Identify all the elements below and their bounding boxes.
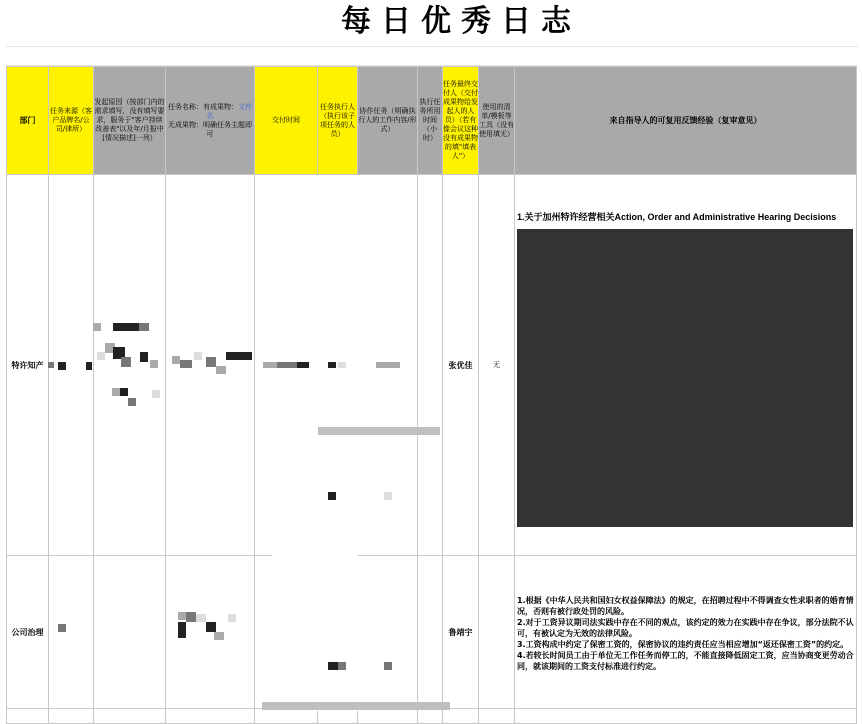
cell-hours [418,175,443,556]
redaction-bar [318,427,440,435]
cell-empty [49,709,94,724]
mosaic-pixel [186,612,196,622]
mosaic-pixel [338,662,346,670]
page-title: 每日优秀日志 [341,4,581,39]
mosaic-pixel [120,388,128,396]
mosaic-pixel [226,352,252,360]
cell-experience [515,175,857,556]
mosaic-pixel [376,362,400,368]
header-collab: 协作任务（明确执行人的工作内容/形式） [358,67,418,175]
mosaic-pixel [48,362,54,368]
cell-final-deliverer: 张优佳 [443,175,479,556]
cell-empty [479,709,515,724]
mosaic-pixel [384,662,392,670]
header-tools: 使用的清单/模板等工具（没有使用填无） [479,67,515,175]
mosaic-pixel [139,323,149,331]
mosaic-pixel [328,362,336,368]
cell-empty [94,709,166,724]
redaction-white [272,175,358,711]
mosaic-pixel [97,352,105,360]
header-dept: 部门 [7,67,49,175]
header-executor: 任务执行人（执行该子项任务的人员） [318,67,358,175]
mosaic-pixel [196,614,206,622]
mosaic-pixel [297,362,309,368]
mosaic-pixel [152,390,160,398]
cell-experience: 1.根据《中华人民共和国妇女权益保障法》的规定，在招聘过程中不得调查女性求职者的婚育情况，否则有被行政处罚的风险。 2.对于工资异议期司法实践中存在不同的观点，该约定的效力在实践中存在争议，部分法院不认可，有被认定为无效的法律风险。 3.工资构成中约定了保密工资的，保密协议的违约责任应当相应增加“返还保密工资”的约定。 4.若较长时间员工由于单位无工作任务而停工的，不能直接降低固定工资，应当协商变更劳动合同，就该期间的工资支付标准进行约定。 [515,556,857,709]
mosaic-pixel [214,632,224,640]
mosaic-pixel [128,398,136,406]
cell-origin [94,556,166,709]
mosaic-pixel [384,492,392,500]
mosaic-pixel [328,662,338,670]
mosaic-pixel [172,356,180,364]
redaction-bar [262,702,450,710]
mosaic-pixel [206,622,216,632]
experience-text: 1.关于加州特许经营相关Action, Order and Administrative Hearing Decisions [517,212,837,222]
cell-empty [443,709,479,724]
header-source: 任务来源（客户品牌名/公司/律所） [49,67,94,175]
header-task-name-prefix: 任务名称：有成果物： [168,102,238,111]
cell-collab [358,556,418,709]
mosaic-pixel [140,352,148,362]
cell-empty [358,709,418,724]
cell-empty [7,709,49,724]
cell-empty [515,709,857,724]
table-row [7,709,857,724]
mosaic-pixel [180,360,192,368]
header-delivery-time: 交付时间 [255,67,318,175]
mosaic-pixel [328,492,336,500]
mosaic-pixel [113,323,139,331]
table-row [7,556,857,709]
cell-final-deliverer: 鲁靖宇 [443,556,479,709]
header-hours: 执行任务所用时间（小时） [418,67,443,175]
cell-empty [166,709,255,724]
cell-empty [418,709,443,724]
header-task-name-suffix: 无成果物：明确任务主题即可 [168,120,252,138]
mosaic-pixel [150,360,158,368]
mosaic-pixel [228,614,236,622]
mosaic-pixel [263,362,277,368]
mosaic-pixel [194,352,202,360]
mosaic-pixel [178,612,186,620]
header-row [7,67,857,175]
redacted-block [517,229,853,527]
mosaic-pixel [178,622,186,638]
mosaic-pixel [58,362,66,370]
mosaic-pixel [93,323,101,331]
mosaic-pixel [338,362,346,368]
cell-hours [418,556,443,709]
daily-log-table [6,66,857,724]
mosaic-pixel [206,357,216,367]
header-task-name [166,67,255,175]
mosaic-pixel [58,624,66,632]
header-task-name-link[interactable]: 文件名 [206,102,252,120]
cell-dept: 公司治理 [7,556,49,709]
mosaic-pixel [216,366,226,374]
header-experience: 来自指导人的可复用反馈经验（复审意见） [515,67,857,175]
header-final-deliverer: 任务最终交付人（交付成果物给发起人的人员）（若有像会议这种没有成果物的填"填表人"） [443,67,479,175]
cell-dept: 特许知产 [7,175,49,556]
mosaic-pixel [86,362,92,370]
mosaic-pixel [121,357,131,367]
cell-tools: 无 [479,175,515,556]
cell-source [49,556,94,709]
mosaic-pixel [277,362,297,368]
mosaic-pixel [112,388,120,396]
cell-tools [479,556,515,709]
header-origin: 发起原因（按部门内的需求填写，没有填写要求，服务于"客户持续改善表"以及年/月报中[情况描述]一列） [94,67,166,175]
title-underline [6,46,858,66]
table-row [7,175,857,556]
